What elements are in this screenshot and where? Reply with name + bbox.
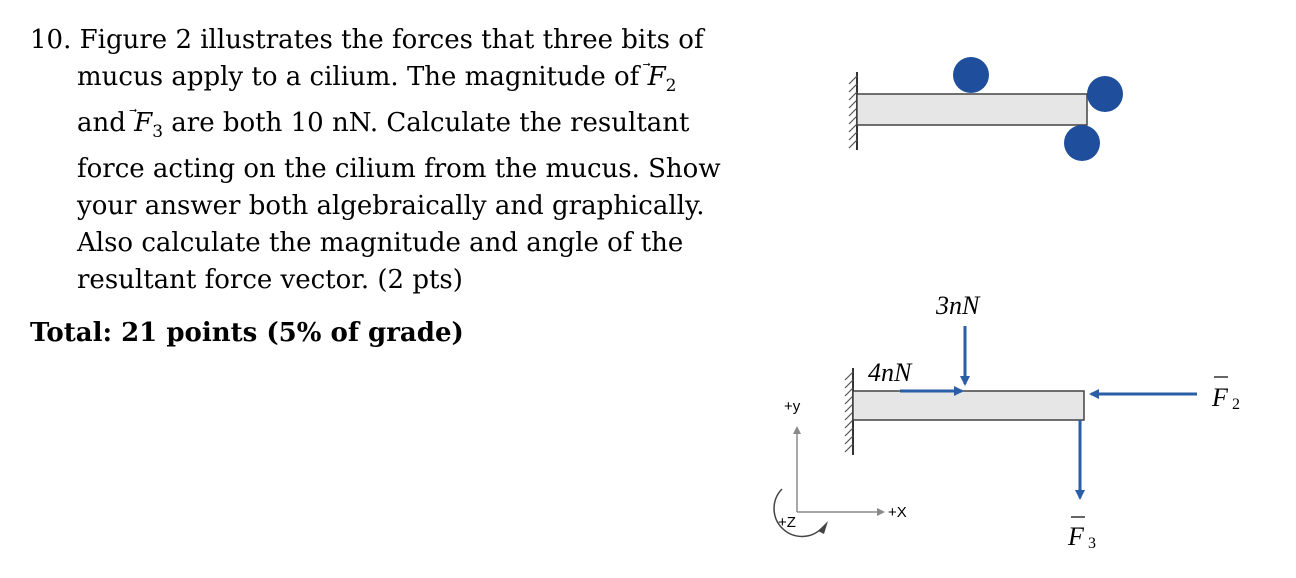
problem-line-3-text: are both 10 nN. Calculate the resultant [163, 108, 690, 139]
force-diagram [774, 291, 1240, 552]
bottom-cilium [853, 391, 1084, 420]
problem-line-6: Also calculate the magnitude and angle of the [77, 228, 684, 259]
problem-line-5: your answer both algebraically and graphically. [77, 191, 705, 222]
label-4nN: 4nN [868, 358, 912, 387]
bottom-wall-hatch [845, 372, 853, 452]
problem-line-1: 10. Figure 2 illustrates the forces that three bits of [30, 25, 704, 55]
top-cilium [857, 94, 1087, 125]
axis-z-label: +Z [778, 514, 796, 531]
mucus-top [953, 57, 989, 93]
problem-line-7: resultant force vector. (2 pts) [77, 265, 463, 296]
label-F2 [1211, 377, 1240, 413]
and-word: and [77, 108, 135, 139]
mucus-bottom [1064, 125, 1100, 161]
label-F2-symbol: F [1212, 383, 1228, 412]
top-wall-hatch [849, 76, 857, 148]
axis-y-label: +y [784, 398, 801, 415]
label-F3 [1067, 517, 1096, 552]
mucus-right [1087, 76, 1123, 112]
total-points: Total: 21 points (5% of grade) [30, 318, 464, 348]
problem-line-2-text: mucus apply to a cilium. The magnitude of [77, 62, 648, 92]
problem-line-4: force acting on the cilium from the mucus. Show [77, 154, 721, 185]
label-F2-sub: 2 [1232, 396, 1240, 413]
label-3nN: 3nN [936, 291, 980, 320]
top-figure [849, 57, 1123, 161]
f3-vector-symbol: $F_3$ [134, 108, 164, 143]
axis-x-label: +X [888, 504, 907, 521]
label-F3-symbol: F [1068, 522, 1084, 551]
f2-vector-symbol: $F_2$ [647, 62, 677, 97]
label-F3-sub: 3 [1088, 535, 1096, 552]
